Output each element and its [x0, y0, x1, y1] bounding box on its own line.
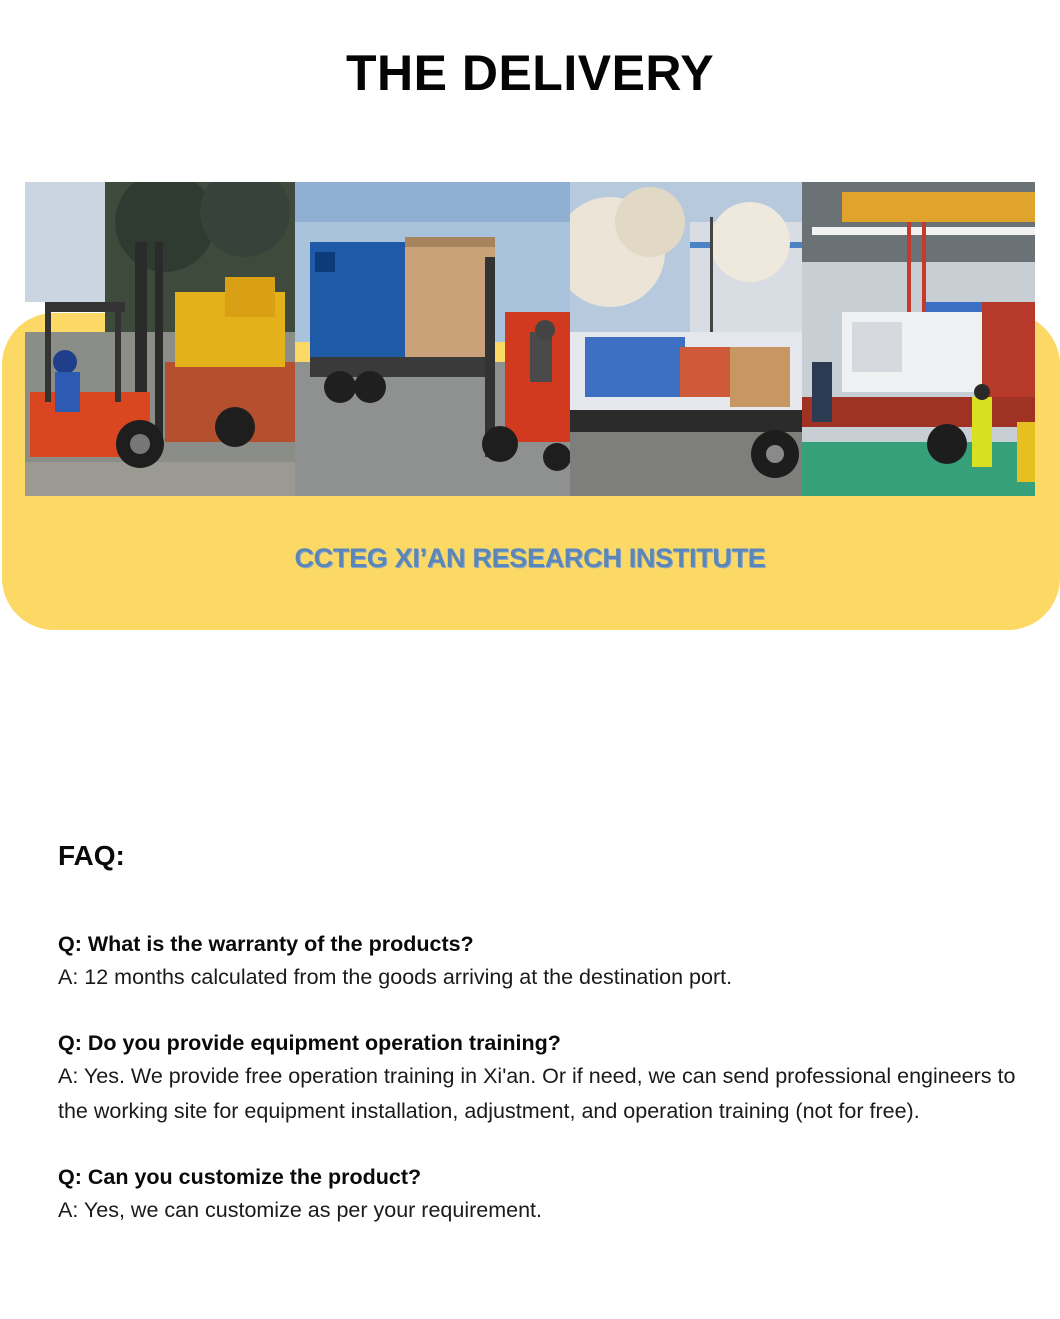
- faq-answer: A: Yes, we can customize as per your requirement.: [58, 1198, 542, 1222]
- faq-answer: A: 12 months calculated from the goods arriving at the destination port.: [58, 965, 733, 989]
- faq-item: [58, 1161, 1018, 1228]
- forklift-loading-container-truck-photo: [295, 182, 570, 496]
- faq-question: Q: Do you provide equipment operation training?: [58, 1031, 561, 1055]
- faq-item: [58, 928, 1018, 995]
- crane-lifting-equipment-in-factory-photo: [802, 182, 1035, 496]
- faq-question: Q: Can you customize the product?: [58, 1165, 422, 1189]
- faq-answer: A: Yes. We provide free operation training in Xi'an. Or if need, we can send professional engineers to the working site for equipment installation, adjustment, and operation training (not for free).: [58, 1064, 1016, 1123]
- faq-item: [58, 1027, 1018, 1129]
- forklift-loading-drill-rig-photo: [25, 182, 295, 496]
- delivery-photo-strip: [25, 182, 1035, 496]
- wrapped-equipment-on-truck-photo: [570, 182, 802, 496]
- faq-list: [58, 928, 1018, 1260]
- page-title: THE DELIVERY: [345, 45, 715, 101]
- faq-heading: FAQ:: [58, 840, 125, 871]
- faq-question: Q: What is the warranty of the products?: [58, 932, 474, 956]
- institute-name: CCTEG XI’AN RESEARCH INSTITUTE: [294, 543, 766, 573]
